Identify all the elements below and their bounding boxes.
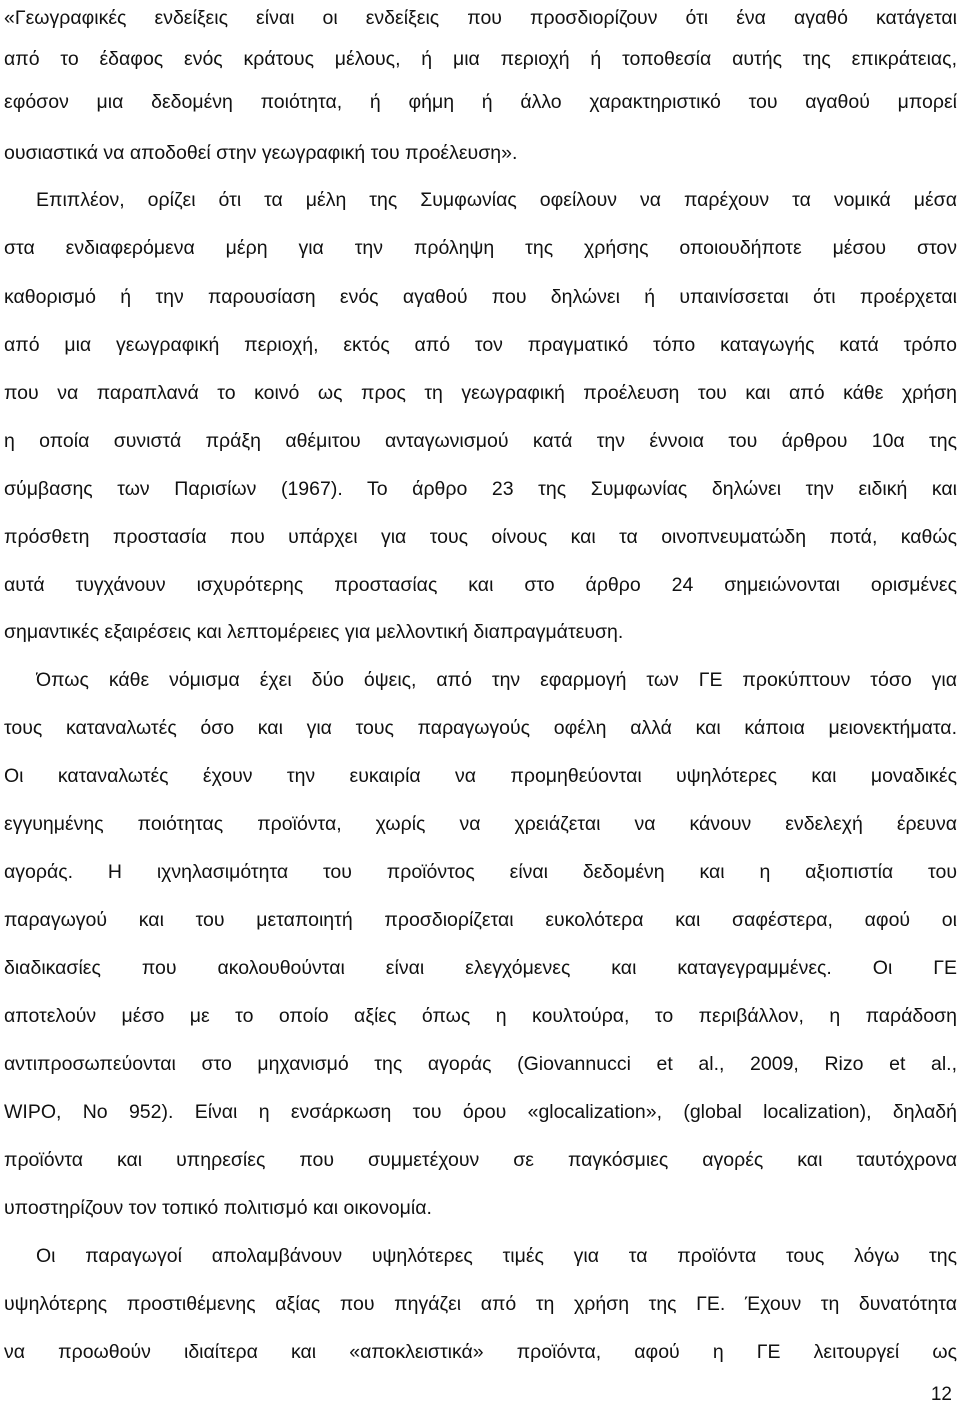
text-line: υψηλότερης προστιθέμενης αξίας που πηγάζει από τη χρήση της ΓΕ. Έχουν τη δυνατότητα: [4, 1293, 957, 1315]
text-line: εγγυημένης ποιότητας προϊόντα, χωρίς να χρειάζεται να κάνουν ενδελεχή έρευνα: [4, 813, 957, 835]
text-line: σύμβασης των Παρισίων (1967). Το άρθρο 23 της Συμφωνίας δηλώνει την ειδική και: [4, 478, 957, 500]
text-line: η οποία συνιστά πράξη αθέμιτου ανταγωνισμού κατά την έννοια του άρθρου 10α της: [4, 430, 957, 452]
text-line: παραγωγού και του μεταποιητή προσδιορίζεται ευκολότερα και σαφέστερα, αφού οι: [4, 909, 957, 931]
text-line: εφόσον μια δεδομένη ποιότητα, ή φήμη ή άλλο χαρακτηριστικό του αγαθού μπορεί: [4, 91, 957, 113]
text-line: WIPO, No 952). Είναι η ενσάρκωση του όρου «glocalization», (global localization), δηλαδή: [4, 1101, 957, 1123]
text-line: προϊόντα και υπηρεσίες που συμμετέχουν σε παγκόσμιες αγορές και ταυτόχρονα: [4, 1149, 957, 1171]
text-line: «Γεωγραφικές ενδείξεις είναι οι ενδείξεις που προσδιορίζουν ότι ένα αγαθό κατάγεται: [4, 7, 957, 29]
text-line: τους καταναλωτές όσο και για τους παραγωγούς οφέλη αλλά και κάποια μειονεκτήματα.: [4, 717, 957, 739]
text-line: αντιπροσωπεύονται στο μηχανισμό της αγοράς (Giovannucci et al., 2009, Rizo et al.,: [4, 1053, 957, 1075]
text-line: αποτελούν μέσο με το οποίο αξίες όπως η κουλτούρα, το περιβάλλον, η παράδοση: [4, 1005, 957, 1027]
text-line: καθορισμό ή την παρουσίαση ενός αγαθού που δηλώνει ή υπαινίσσεται ότι προέρχεται: [4, 286, 957, 308]
text-line: από το έδαφος ενός κράτους μέλους, ή μια περιοχή ή τοποθεσία αυτής της επικράτειας,: [4, 48, 957, 70]
text-line: ουσιαστικά να αποδοθεί στην γεωγραφική του προέλευση».: [4, 142, 518, 164]
text-line: αυτά τυγχάνουν ισχυρότερης προστασίας και στο άρθρο 24 σημειώνονται ορισμένες: [4, 574, 957, 596]
text-line: Οι καταναλωτές έχουν την ευκαιρία να προμηθεύονται υψηλότερες και μοναδικές: [4, 765, 957, 787]
text-line: διαδικασίες που ακολουθούνται είναι ελεγχόμενες και καταγεγραμμένες. Οι ΓΕ: [4, 957, 957, 979]
text-line: πρόσθετη προστασία που υπάρχει για τους οίνους και τα οινοπνευματώδη ποτά, καθώς: [4, 526, 957, 548]
text-line: στα ενδιαφερόμενα μέρη για την πρόληψη της χρήσης οποιουδήποτε μέσου στον: [4, 237, 957, 259]
text-line: από μια γεωγραφική περιοχή, εκτός από τον πραγματικό τόπο καταγωγής κατά τρόπο: [4, 334, 957, 356]
text-line: σημαντικές εξαιρέσεις και λεπτομέρειες για μελλοντική διαπραγμάτευση.: [4, 621, 624, 643]
text-line: να προωθούν ιδιαίτερα και «αποκλειστικά» προϊόντα, αφού η ΓΕ λειτουργεί ως: [4, 1341, 957, 1363]
text-line: Οι παραγωγοί απολαμβάνουν υψηλότερες τιμές για τα προϊόντα τους λόγω της: [36, 1245, 957, 1267]
text-line: Επιπλέον, ορίζει ότι τα μέλη της Συμφωνίας οφείλουν να παρέχουν τα νομικά μέσα: [36, 189, 957, 211]
text-line: υποστηρίζουν τον τοπικό πολιτισμό και οικονομία.: [4, 1197, 432, 1219]
text-line: αγοράς. Η ιχνηλασιμότητα του προϊόντος είναι δεδομένη και η αξιοπιστία του: [4, 861, 957, 883]
page-number: 12: [930, 1384, 952, 1405]
text-line: Όπως κάθε νόμισμα έχει δύο όψεις, από την εφαρμογή των ΓΕ προκύπτουν τόσο για: [36, 669, 957, 691]
text-line: που να παραπλανά το κοινό ως προς τη γεωγραφική προέλευση του και από κάθε χρήση: [4, 382, 957, 404]
